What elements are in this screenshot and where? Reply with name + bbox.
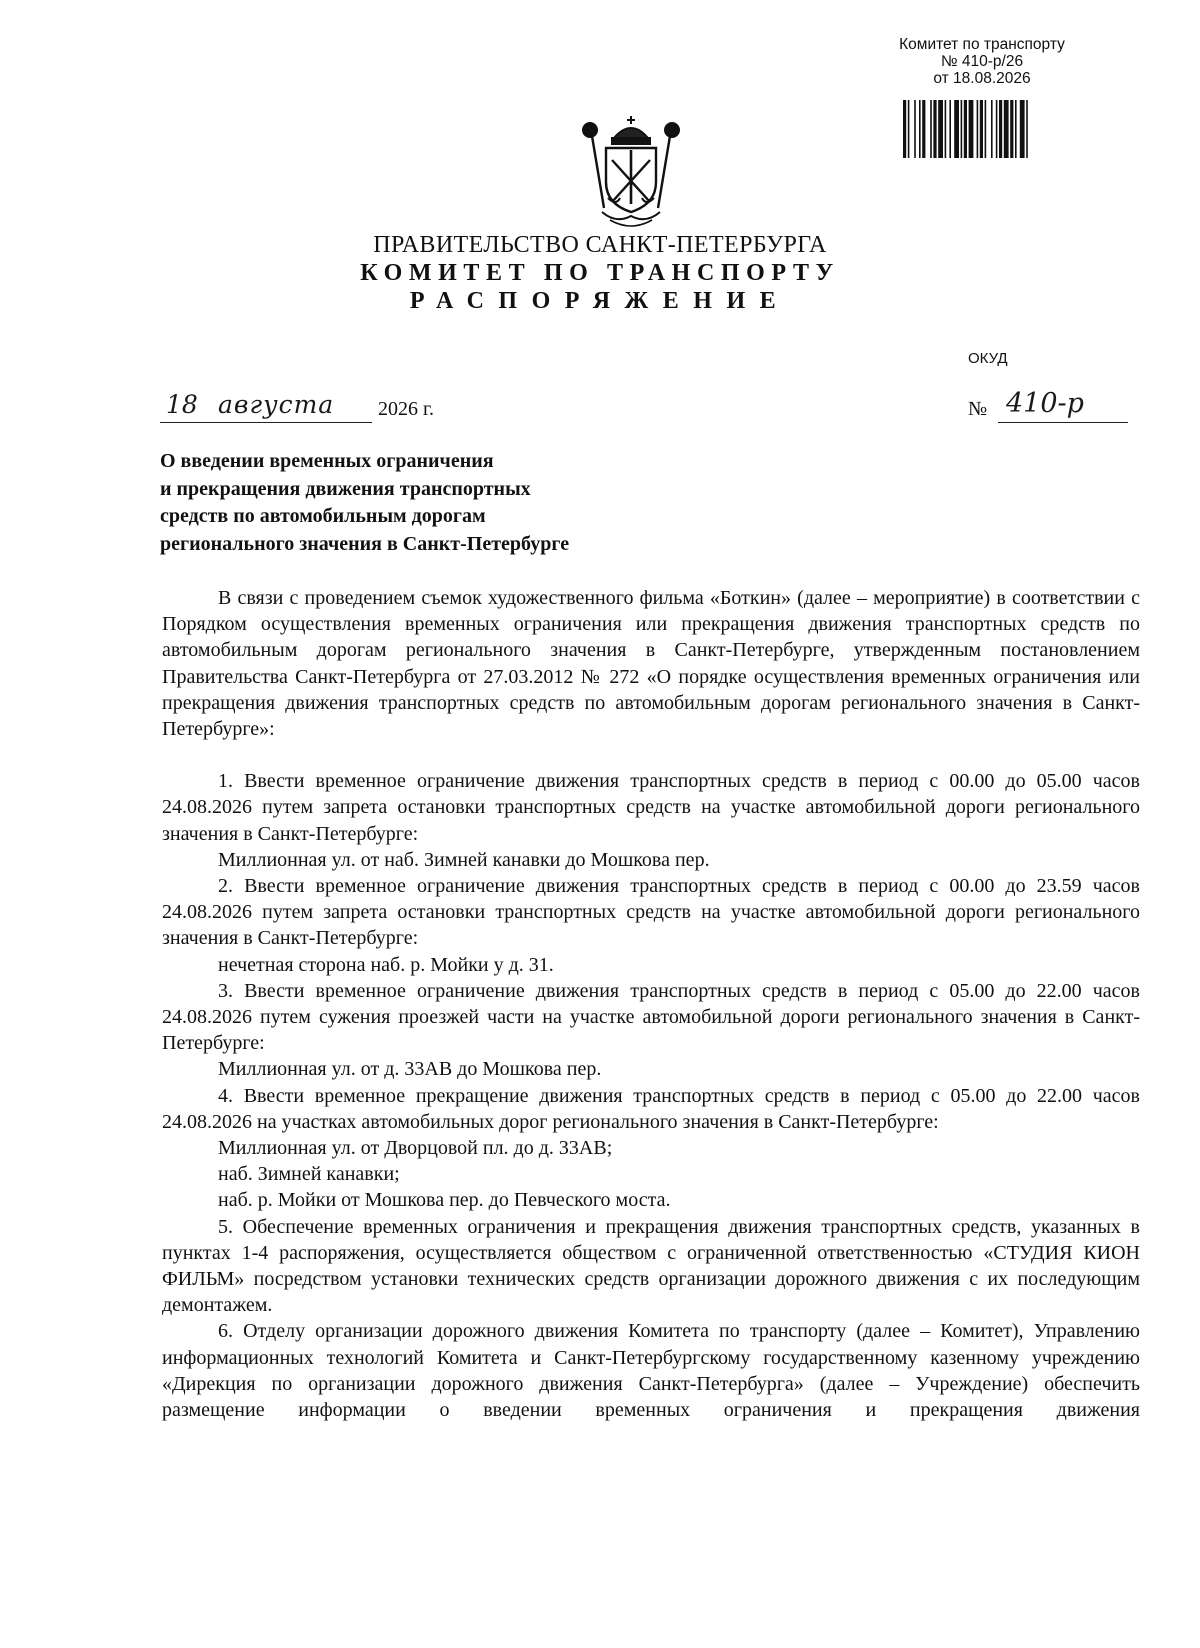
barcode-bar (945, 100, 947, 158)
barcode-bar (985, 100, 987, 158)
barcode-bar (919, 100, 921, 158)
barcode-bar (903, 100, 906, 158)
barcode-bar (1004, 100, 1009, 158)
body-paragraph: наб. Зимней канавки; (218, 1163, 400, 1186)
body-paragraph: 2. Ввести временное ограничение движения транспортных средств в период с 00.00 до 23.59 часов 24.08.2026 путем запрета остановки транспортных средств на участке автомобильной дороги регионального значения в Санкт-Петербурге: (162, 875, 1140, 950)
stamp-line-organization: Комитет по транспорту (899, 36, 1065, 53)
barcode-bar (996, 100, 998, 158)
body-paragraph: В связи с проведением съемок художественного фильма «Боткин» (далее – мероприятие) в соответствии с Порядком осуществления временных ограничения или прекращения движения транспортных средств по автомобильным дорогам регионального значения в Санкт-Петербурге, утвержденным постановлением Правительства Санкт-Петербурга от 27.03.2012 № 272 «О порядке осуществления временных ограничения или прекращения движения транспортных средств по автомобильным дорогам регионального значения в Санкт-Петербурге»: (162, 587, 1140, 741)
document-number (968, 388, 1133, 428)
barcode-bar (977, 100, 979, 158)
date-underline (160, 422, 372, 423)
body-paragraph: 4. Ввести временное прекращение движения транспортных средств в период с 05.00 до 22.00 часов 24.08.2026 на участках автомобильных дорог регионального значения в Санкт-Петербурге: (162, 1084, 1140, 1133)
coat-of-arms-emblem (576, 112, 686, 230)
barcode-bar (991, 100, 993, 158)
document-body (162, 585, 1140, 1423)
document-type: РАСПОРЯЖЕНИЕ (409, 288, 791, 314)
barcode-bar (980, 100, 983, 158)
stamp-line-number: № 410-р/26 (940, 53, 1024, 70)
barcode-bar (969, 100, 974, 158)
body-paragraph: 6. Отделу организации дорожного движения Комитета по транспорту (далее – Комитет), Управлению информационных технологий Комитета и Санкт-Петербургскому государственному казенному учреждению «Дирекция по организации дорожного движения Санкт-Петербурга» (далее – Учреждение) обеспечить размещение информации о введении временных ограничения и прекращения движения (162, 1320, 1140, 1422)
body-paragraph: Миллионная ул. от д. 33АВ до Мошкова пер. (218, 1058, 602, 1081)
title-line: средств по автомобильным дорогам (160, 505, 486, 527)
date-day-handwritten: 18 (166, 390, 198, 419)
stamp-line-date: от 18.08.2026 (933, 70, 1031, 87)
government-name: ПРАВИТЕЛЬСТВО САНКТ-ПЕТЕРБУРГА (373, 232, 827, 258)
barcode-bar (922, 100, 925, 158)
date-year: 2026 г. (378, 398, 434, 420)
document-date (160, 392, 460, 428)
barcode-bar (961, 100, 963, 158)
body-paragraph: наб. р. Мойки от Мошкова пер. до Певческого моста. (218, 1189, 671, 1212)
document-title (160, 448, 720, 558)
committee-name: КОМИТЕТ ПО ТРАНСПОРТУ (360, 260, 840, 286)
title-line: регионального значения в Санкт-Петербурге (160, 532, 570, 555)
barcode-bar (1015, 100, 1017, 158)
title-line: О введении временных ограничения (160, 450, 494, 472)
date-month-handwritten: августа (218, 390, 335, 419)
barcode-bar (914, 100, 916, 158)
barcode-bar (938, 100, 943, 158)
body-paragraph: 5. Обеспечение временных ограничения и прекращения движения транспортных средств, указанных в пунктах 1-4 распоряжения, осуществляется обществом с ограниченной ответственностью «СТУДИЯ КИОН ФИЛЬМ» посредством установки технических средств организации дорожного движения с их последующим демонтажем. (162, 1215, 1140, 1317)
barcode-bar (1010, 100, 1013, 158)
barcode-bar (1026, 100, 1028, 158)
body-paragraph: 3. Ввести временное ограничение движения транспортных средств в период с 05.00 до 22.00 часов 24.08.2026 путем сужения проезжей части на участке автомобильной дороги регионального значения в Санкт-Петербурге: (162, 979, 1140, 1055)
number-underline (998, 422, 1128, 423)
registration-stamp (862, 36, 1102, 87)
barcode-image (903, 100, 1079, 158)
body-paragraph: Миллионная ул. от Дворцовой пл. до д. 33АВ; (218, 1137, 613, 1160)
barcode-bar (908, 100, 910, 158)
barcode-bar (930, 100, 932, 158)
barcode-bar (1020, 100, 1025, 158)
barcode-bar (954, 100, 959, 158)
body-paragraph: Миллионная ул. от наб. Зимней канавки до Мошкова пер. (218, 848, 710, 871)
title-line: и прекращения движения транспортных (160, 477, 531, 500)
number-handwritten: 410-р (1006, 388, 1084, 419)
body-paragraph: нечетная сторона наб. р. Мойки у д. 31. (218, 953, 554, 976)
barcode-bar (999, 100, 1002, 158)
barcode-bar (949, 100, 951, 158)
body-paragraph: 1. Ввести временное ограничение движения транспортных средств в период с 00.00 до 05.00 часов 24.08.2026 путем запрета остановки транспортных средств на участке автомобильной дороги регионального значения в Санкт-Петербурге: (162, 770, 1140, 845)
barcode-bar (933, 100, 936, 158)
number-sign: № (968, 398, 988, 420)
okud-label: ОКУД (968, 350, 1008, 367)
barcode-bar (964, 100, 967, 158)
